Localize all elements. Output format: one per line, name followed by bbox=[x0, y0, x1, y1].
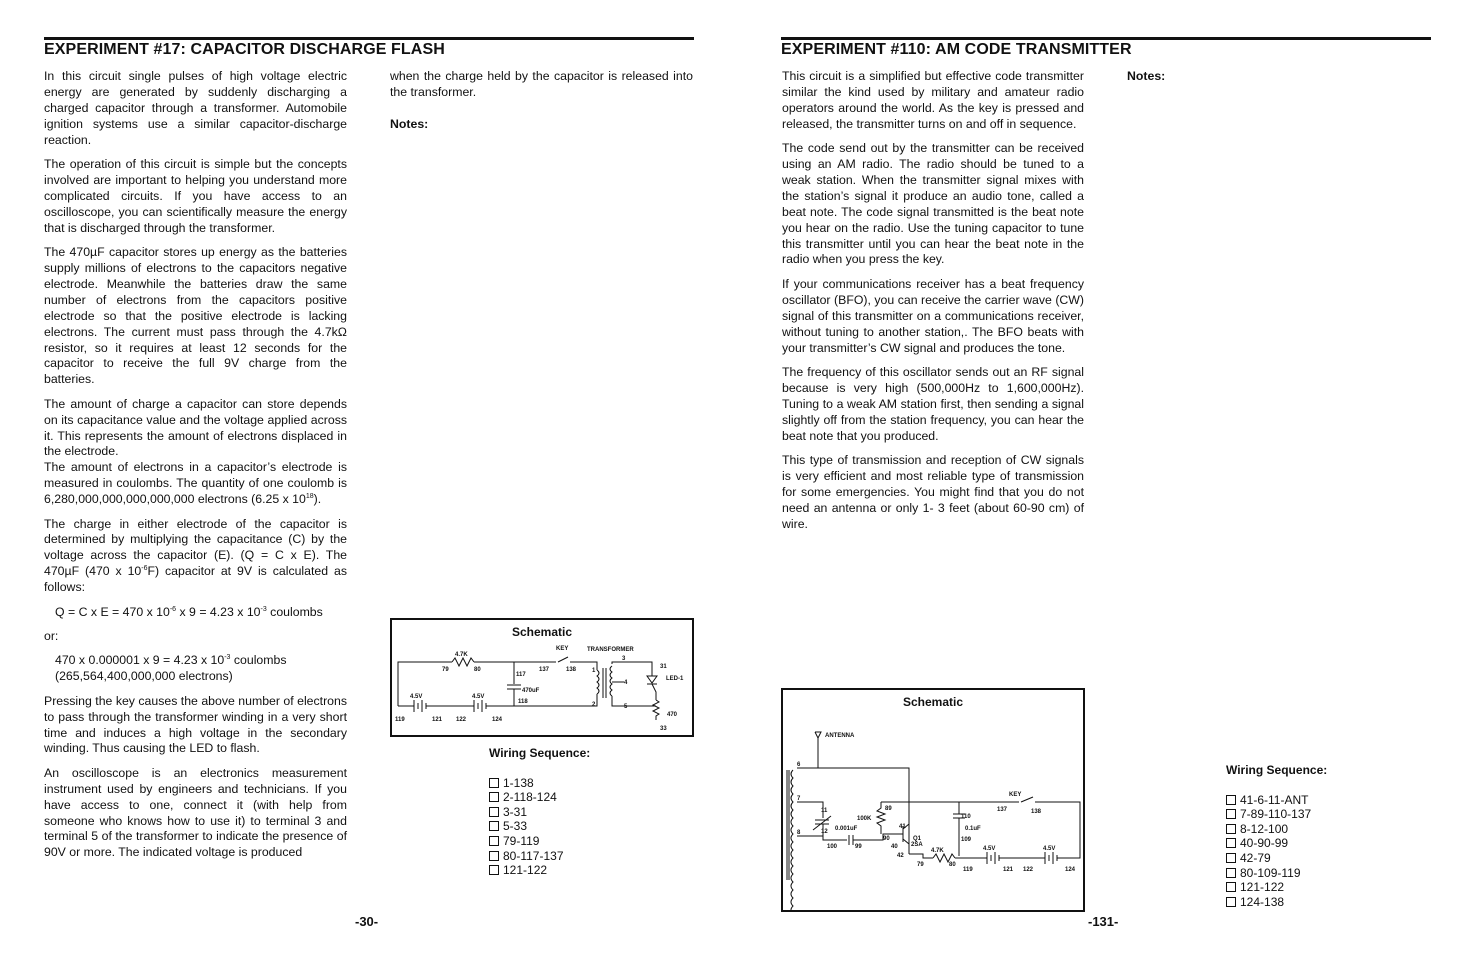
resistor-4-7k-icon bbox=[452, 658, 474, 666]
checkbox-icon[interactable] bbox=[1226, 795, 1236, 805]
wiring-item: 80-117-137 bbox=[489, 849, 590, 864]
wiring-item: 42-79 bbox=[1226, 851, 1327, 866]
wiring-item: 41-6-11-ANT bbox=[1226, 793, 1327, 808]
equation-1: Q = C x E = 470 x $10^{-6}$ x 9 = 4.23 x $10^{-3}$ coulombs bbox=[55, 604, 323, 619]
checkbox-icon[interactable] bbox=[1226, 824, 1236, 834]
label-137: 137 bbox=[539, 667, 550, 673]
label-r47k: 4.7K bbox=[931, 848, 944, 854]
label-led: LED-1 bbox=[666, 676, 684, 682]
checkbox-icon[interactable] bbox=[489, 851, 499, 861]
left-wiring-heading: Wiring Sequence: bbox=[489, 746, 591, 760]
label-5: 5 bbox=[624, 704, 628, 710]
wiring-item: 124-138 bbox=[1226, 895, 1327, 910]
label-antenna: ANTENNA bbox=[825, 733, 855, 739]
wiring-item: 5-33 bbox=[489, 819, 590, 834]
label-7: 7 bbox=[797, 796, 801, 802]
label-124: 124 bbox=[492, 717, 503, 723]
wiring-item: 121-122 bbox=[1226, 880, 1327, 895]
label-battery-2: 4.5V bbox=[472, 694, 485, 700]
left-paragraph-6: The charge in either electrode of the capacitor is determined by multiplying the capacitance (C) by the voltage across the capacitor (E). (Q = C x E). The 470µF (470 x $10^{-6}F$) capacitor at 9V is calculated as follows: bbox=[44, 516, 347, 595]
am-transmitter-circuit bbox=[783, 690, 1083, 910]
checkbox-icon[interactable] bbox=[1226, 838, 1236, 848]
checkbox-icon[interactable] bbox=[1226, 853, 1236, 863]
left-wiring-sequence bbox=[489, 746, 590, 878]
label-117: 117 bbox=[516, 672, 526, 678]
label-138: 138 bbox=[566, 667, 577, 673]
right-paragraph-1: This circuit is a simplified but effective code transmitter similar the kind used by military and amateur radio operators around the world. As the key is pressed and released, the transmitter turns on and off in sequence. bbox=[782, 69, 1084, 131]
right-paragraph-5: This type of transmission and reception of CW signals is very efficient and most reliable type of transmission for some emergencies. You might find that you do not need an antenna or only 1- 3 feet (about 60-90 cm) of wire. bbox=[782, 452, 1084, 531]
label-119: 119 bbox=[963, 867, 973, 873]
label-1: 1 bbox=[592, 668, 596, 674]
label-2: 2 bbox=[592, 702, 596, 708]
label-4: 4 bbox=[624, 680, 628, 686]
label-109: 109 bbox=[961, 837, 972, 843]
label-79: 79 bbox=[442, 667, 449, 673]
wiring-item: 3-31 bbox=[489, 805, 590, 820]
label-8: 8 bbox=[797, 830, 801, 836]
label-137: 137 bbox=[997, 807, 1008, 813]
equation-2: 470 x 0.000001 x 9 = 4.23 x $10^{-3}$ coulombs (265,564,400,000,000 electrons) bbox=[55, 653, 287, 684]
checkbox-icon[interactable] bbox=[1226, 897, 1236, 907]
label-key: KEY bbox=[556, 646, 569, 652]
label-138: 138 bbox=[1031, 809, 1042, 815]
label-124: 124 bbox=[1065, 867, 1076, 873]
label-31: 31 bbox=[660, 664, 667, 670]
antenna-coil-icon bbox=[791, 770, 793, 910]
label-100: 100 bbox=[827, 844, 838, 850]
wiring-item: 80-109-119 bbox=[1226, 866, 1327, 881]
label-79: 79 bbox=[917, 862, 924, 868]
label-122: 122 bbox=[1023, 867, 1034, 873]
label-transformer: TRANSFORMER bbox=[587, 647, 634, 653]
checkbox-icon[interactable] bbox=[1226, 882, 1236, 892]
right-paragraph-3: If your communications receiver has a beat frequency oscillator (BFO), you can receive the carrier wave (CW) signal of this transmitter on a communications receiver, without tuning to another station,. The BFO beats with your transmitter’s CW signal and produces the tone. bbox=[782, 276, 1084, 355]
label-118: 118 bbox=[518, 699, 528, 705]
label-battery-1: 4.5V bbox=[983, 846, 996, 852]
left-schematic bbox=[390, 618, 694, 737]
wiring-item: 8-12-100 bbox=[1226, 822, 1327, 837]
left-paragraph-1: In this circuit single pulses of high voltage electric energy are generated by suddenly discharging a charged capacitor through a transformer. Automobile ignition systems use a similar capacitor-discharge reaction. bbox=[44, 69, 347, 147]
right-wiring-heading: Wiring Sequence: bbox=[1226, 763, 1328, 777]
left-paragraph-9: when the charge held by the capacitor is released into the transformer. bbox=[390, 69, 693, 99]
label-121: 121 bbox=[1003, 867, 1014, 873]
checkbox-icon[interactable] bbox=[489, 792, 499, 802]
resistor-100k-icon bbox=[877, 802, 885, 834]
left-paragraph-4: The amount of charge a capacitor can store depends on its capacitance value and the voltage applied across it. This represents the amount of electrons displaced in the electrode. bbox=[44, 396, 347, 459]
label-battery-1: 4.5V bbox=[410, 694, 423, 700]
left-schematic-title: Schematic bbox=[511, 625, 573, 639]
or-label: or: bbox=[44, 629, 59, 643]
label-470: 470 bbox=[667, 712, 678, 718]
label-110: 110 bbox=[961, 814, 971, 820]
label-470uf: 470uF bbox=[522, 688, 540, 694]
wiring-item: 7-89-110-137 bbox=[1226, 807, 1327, 822]
resistor-470-icon bbox=[653, 700, 659, 720]
right-notes-label: Notes: bbox=[1127, 69, 1166, 83]
right-column-1 bbox=[782, 69, 1084, 541]
left-paragraph-2: The operation of this circuit is simple but the concepts involved are important to helping you understand more complicated circuits. If you have access to an oscilloscope, you can scientifically measure the energy that is discharged through the transformer. bbox=[44, 157, 347, 235]
left-paragraph-8: An oscilloscope is an electronics measurement instrument used by engineers and technicians. If you have access to one, connect it (with help from someone who knows how to use it) to terminal 3 and terminal 5 of the transformer to indicate the presence of 90V or more. The indicated voltage is produced bbox=[44, 765, 347, 860]
right-title-rule bbox=[781, 37, 1431, 40]
key-switch-icon bbox=[558, 657, 568, 662]
label-80: 80 bbox=[474, 667, 481, 673]
label-100k: 100K bbox=[857, 816, 872, 822]
wiring-item: 121-122 bbox=[489, 863, 590, 878]
label-42: 42 bbox=[897, 853, 904, 859]
checkbox-icon[interactable] bbox=[489, 807, 499, 817]
left-page-title: EXPERIMENT #17: CAPACITOR DISCHARGE FLASH bbox=[44, 41, 445, 58]
checkbox-icon[interactable] bbox=[489, 778, 499, 788]
label-3: 3 bbox=[622, 656, 626, 662]
label-99: 99 bbox=[855, 844, 862, 850]
label-41: 41 bbox=[899, 824, 906, 830]
label-40: 40 bbox=[891, 844, 898, 850]
checkbox-icon[interactable] bbox=[489, 836, 499, 846]
right-page-number: -131- bbox=[1088, 914, 1119, 929]
right-schematic bbox=[781, 688, 1085, 912]
right-page-title: EXPERIMENT #110: AM CODE TRANSMITTER bbox=[781, 41, 1132, 58]
right-paragraph-2: The code send out by the transmitter can be received using an AM radio. The radio should be tuned to a weak station. When the transmitter signal mixes with the station’s signal it produce an audio tone, called a beat note. The code signal transmitted is the beat note you hear on the radio. Use the tuning capacitor to tune this transmitter until you can hear the beat note in the radio when you press the key. bbox=[782, 141, 1084, 267]
left-paragraph-3: The 470µF capacitor stores up energy as the batteries supply millions of electrons to the capacitors negative electrode. Meanwhile the batteries draw the same number of electrons from the capacitors positive electrode so that the positive electrode is lacking electrons. The current must pass through the 4.7kΩ resistor, so it requires at least 12 seconds for the capacitor to receive the full 9V charge from the batteries. bbox=[44, 245, 347, 387]
label-11: 11 bbox=[821, 808, 828, 814]
label-12: 12 bbox=[821, 829, 828, 835]
wiring-item: 1-138 bbox=[489, 776, 590, 791]
left-paragraph-7: Pressing the key causes the above number of electrons to pass through the transformer winding in a very short time and induces a high voltage in the secondary winding. Thus causing the LED to flash. bbox=[44, 693, 347, 756]
label-119: 119 bbox=[395, 717, 405, 723]
label-33: 33 bbox=[660, 726, 667, 732]
checkbox-icon[interactable] bbox=[489, 821, 499, 831]
label-122: 122 bbox=[456, 717, 467, 723]
label-r47k: 4.7K bbox=[455, 652, 468, 658]
left-column-1 bbox=[44, 69, 347, 870]
label-key: KEY bbox=[1009, 792, 1022, 798]
label-6: 6 bbox=[797, 762, 801, 768]
label-121: 121 bbox=[432, 717, 443, 723]
checkbox-icon[interactable] bbox=[1226, 809, 1236, 819]
transformer-primary-icon bbox=[597, 670, 599, 694]
led-icon bbox=[647, 676, 657, 683]
label-89: 89 bbox=[885, 806, 892, 812]
right-wiring-sequence bbox=[1226, 763, 1327, 909]
antenna-icon bbox=[815, 732, 821, 738]
transformer-secondary-icon bbox=[610, 666, 612, 696]
wiring-item: 79-119 bbox=[489, 834, 590, 849]
capacitor-discharge-circuit bbox=[392, 620, 692, 735]
label-0-001uf: 0.001uF bbox=[835, 826, 858, 832]
left-notes-label: Notes: bbox=[390, 117, 429, 131]
left-paragraph-5: The amount of electrons in a capacitor’s electrode is measured in coulombs. The quantity of one coulomb is 6,280,000,000,000,000,000 electrons (6.25 x $10^{18}$). bbox=[44, 460, 347, 507]
wiring-item: 2-118-124 bbox=[489, 790, 590, 805]
key-switch-icon bbox=[1021, 797, 1033, 802]
resistor-4-7k-icon bbox=[933, 854, 955, 862]
label-80: 80 bbox=[949, 862, 956, 868]
label-90: 90 bbox=[883, 836, 890, 842]
label-battery-2: 4.5V bbox=[1043, 846, 1056, 852]
left-title-rule bbox=[44, 37, 694, 40]
label-0-1uf: 0.1uF bbox=[965, 826, 981, 832]
right-schematic-title: Schematic bbox=[902, 695, 964, 709]
label-q1: Q1 bbox=[913, 836, 922, 842]
checkbox-icon[interactable] bbox=[489, 865, 499, 875]
wiring-item: 40-90-99 bbox=[1226, 836, 1327, 851]
left-column-2 bbox=[390, 69, 693, 109]
label-2sa: 2SA bbox=[911, 842, 923, 848]
checkbox-icon[interactable] bbox=[1226, 868, 1236, 878]
left-page-number: -30- bbox=[355, 914, 379, 929]
right-paragraph-4: The frequency of this oscillator sends out an RF signal because is very high (500,000Hz to 1,600,000Hz). Tuning to a weak AM station first, then sending a signal slightly off from the station frequency, you can hear the beat note that you produced. bbox=[782, 364, 1084, 443]
